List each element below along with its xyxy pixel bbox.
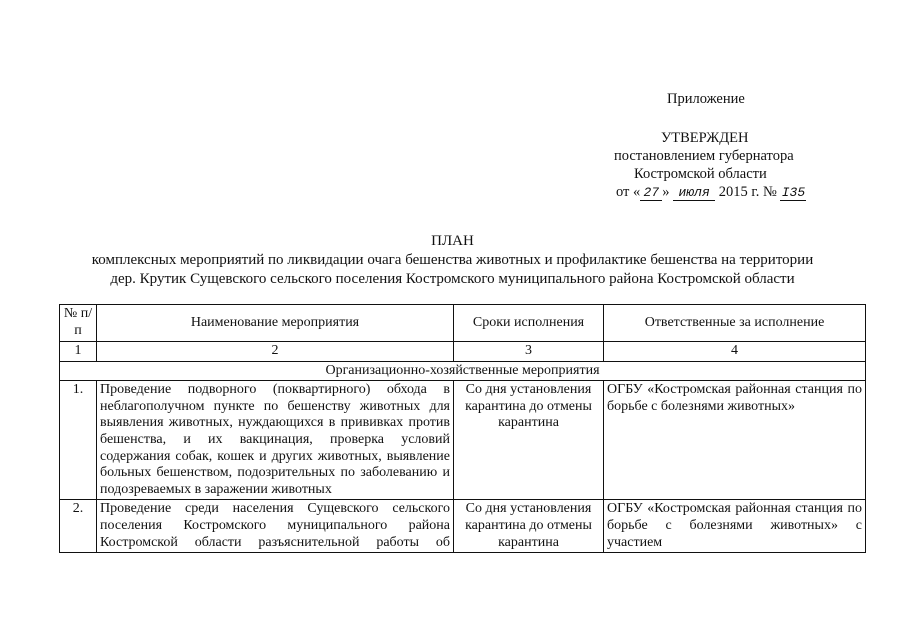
appendix-label: Приложение <box>667 91 745 107</box>
plan-subtitle-line1: комплексных мероприятий по ликвидации очага бешенства животных и профилактике бешенства на территории <box>91 252 814 268</box>
row-responsible: ОГБУ «Костромская районная станция по борьбе с болезнями животных» с участием <box>604 500 866 553</box>
decree-date-line <box>616 183 806 201</box>
header-deadline: Сроки исполнения <box>454 305 604 342</box>
decree-number: I35 <box>781 185 806 200</box>
plan-subtitle-line2: дер. Крутик Сущевского сельского поселения Костромского муниципального района Костромской области <box>110 271 795 287</box>
row-deadline: Со дня установления карантина до отмены карантина <box>454 500 604 553</box>
row-name: Проведение подворного (поквартирного) обхода в неблагополучном пункте по бешенству животных для выявления животных, нуждающихся в прививках против бешенства, и их вакцинация, проверка условий содержания собак, кошек и других животных, выявление больных бешенством, подозрительных по заболеванию и подозреваемых в заражении животных <box>97 381 454 500</box>
plan-title: ПЛАН <box>431 233 474 249</box>
column-numbers-row <box>60 342 866 362</box>
decree-month: июля <box>673 186 715 201</box>
date-mid: » <box>662 184 670 200</box>
approved-label: УТВЕРЖДЕН <box>661 130 749 146</box>
row-num: 2. <box>60 500 97 553</box>
region-label: Костромской области <box>634 166 767 182</box>
header-num: № п/п <box>60 305 97 342</box>
table-row <box>60 500 866 553</box>
col-number-3: 3 <box>454 342 604 362</box>
decree-day: 27 <box>640 186 662 201</box>
row-num: 1. <box>60 381 97 500</box>
col-number-1: 1 <box>60 342 97 362</box>
date-year: 2015 г. № <box>718 184 777 200</box>
decree-label: постановлением губернатора <box>614 148 794 164</box>
row-deadline: Со дня установления карантина до отмены карантина <box>454 381 604 500</box>
col-number-4: 4 <box>604 342 866 362</box>
table-row <box>60 381 866 500</box>
date-prefix: от « <box>616 184 641 200</box>
header-name: Наименование мероприятия <box>97 305 454 342</box>
header-responsible: Ответственные за исполнение <box>604 305 866 342</box>
table-header-row <box>60 305 866 342</box>
row-name: Проведение среди населения Сущевского сельского поселения Костромского муниципального района Костромской области разъяснительной работы об <box>97 500 454 553</box>
section-row <box>60 361 866 381</box>
row-responsible: ОГБУ «Костромская районная станция по борьбе с болезнями животных» <box>604 381 866 500</box>
plan-table <box>59 304 866 553</box>
col-number-2: 2 <box>97 342 454 362</box>
section-title: Организационно-хозяйственные мероприятия <box>60 361 866 381</box>
